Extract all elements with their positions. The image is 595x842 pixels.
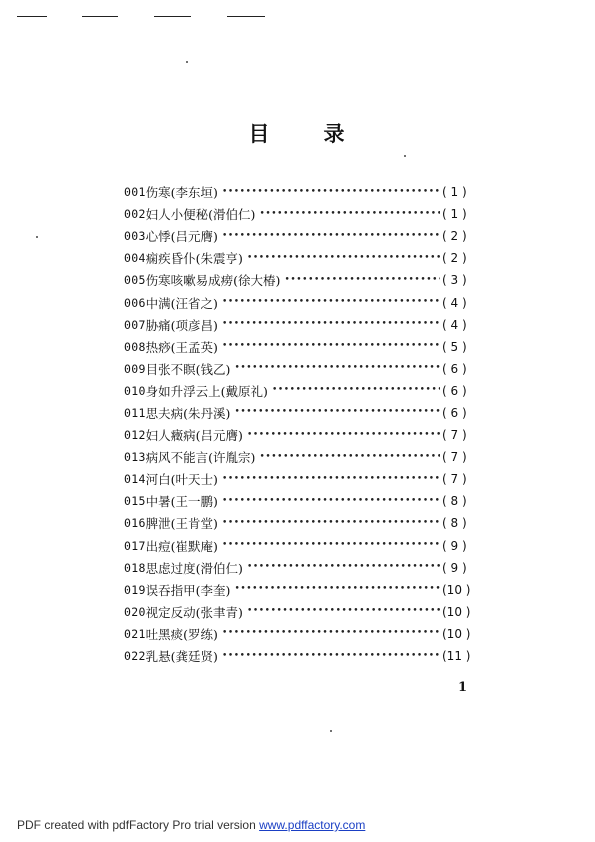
toc-entry-title: 妇人癥病(吕元膺) [145,428,243,444]
toc-entry-number: 012 [124,428,146,443]
toc-entry-number: 008 [124,339,146,354]
toc-entry-page: (10 ) [442,626,471,641]
dot-leader [222,652,440,661]
toc-entry-page: ( 9 ) [442,538,467,553]
toc-row[interactable] [124,446,482,468]
dot-leader [259,453,440,462]
toc-row[interactable] [124,269,482,291]
toc-row[interactable] [124,225,482,247]
toc-entry-page: (11 ) [442,649,471,664]
toc-entry-title: 河白(叶天士) [145,472,218,488]
toc-entry-title: 热痧(王孟英) [145,339,218,355]
toc-entry-title: 痫疾昏仆(朱震亨) [145,251,243,267]
toc-entry-page: ( 7 ) [442,450,467,465]
toc-entry-page: ( 9 ) [442,560,467,575]
toc-entry-number: 014 [124,472,146,487]
dot-leader [222,629,440,638]
top-rule-2 [82,16,118,17]
toc-entry-page: ( 5 ) [442,339,467,354]
toc-entry-number: 016 [124,516,146,531]
toc-entry-number: 005 [124,273,146,288]
scan-speck [186,61,188,63]
toc-entry-title: 出痘(崔默庵) [145,538,218,554]
toc-entry-number: 002 [124,207,146,222]
page-title [0,118,595,148]
toc-entry-title: 胁痛(项彦昌) [145,317,218,333]
toc-entry-title: 目张不瞑(钱乙) [145,361,231,377]
toc-entry-page: ( 4 ) [442,317,467,332]
toc-entry-title: 视定反动(张聿青) [145,604,243,620]
toc-entry-title: 妇人小便秘(滑伯仁) [145,207,256,223]
toc-entry-page: ( 7 ) [442,472,467,487]
dot-leader [284,276,440,285]
toc-row[interactable] [124,468,482,490]
dot-leader [247,431,440,440]
toc-entry-title: 中暑(王一鹏) [145,494,218,510]
toc-entry-page: ( 4 ) [442,295,467,310]
toc-entry-number: 017 [124,538,146,553]
toc-entry-number: 022 [124,649,146,664]
toc-entry-number: 018 [124,560,146,575]
pdf-footer [17,818,365,832]
toc-entry-title: 误吞指甲(李奎) [145,582,231,598]
toc-entry-page: ( 6 ) [442,383,467,398]
toc-entry-page: (10 ) [442,604,471,619]
table-of-contents [124,181,482,667]
toc-entry-title: 中满(汪省之) [145,295,218,311]
toc-entry-number: 010 [124,383,146,398]
scan-speck [330,730,332,732]
toc-entry-page: ( 1 ) [442,207,467,222]
page-number: 1 [458,680,468,695]
dot-leader [234,585,440,594]
dot-leader [222,497,440,506]
dot-leader [234,408,440,417]
toc-row[interactable] [124,623,482,645]
dot-leader [222,298,440,307]
toc-entry-title: 病风不能言(许胤宗) [145,450,256,466]
toc-entry-number: 015 [124,494,146,509]
toc-entry-number: 021 [124,626,146,641]
toc-entry-page: ( 8 ) [442,516,467,531]
dot-leader [247,254,440,263]
dot-leader [259,210,440,219]
toc-entry-page: ( 2 ) [442,251,467,266]
scan-speck [404,155,406,157]
dot-leader [222,342,440,351]
toc-row[interactable] [124,512,482,534]
toc-row[interactable] [124,358,482,380]
toc-entry-title: 伤寒(李东垣) [145,185,218,201]
scan-speck [36,236,38,238]
toc-entry-page: ( 1 ) [442,185,467,200]
toc-entry-title: 脾泄(王肯堂) [145,516,218,532]
dot-leader [222,541,440,550]
dot-leader [222,475,440,484]
dot-leader [222,519,440,528]
toc-row[interactable] [124,181,482,203]
dot-leader [222,188,440,197]
toc-entry-number: 007 [124,317,146,332]
toc-entry-title: 伤寒咳嗽易成痨(徐大椿) [145,273,281,289]
toc-entry-title: 思夫病(朱丹溪) [145,405,231,421]
toc-row[interactable] [124,601,482,623]
toc-row[interactable] [124,336,482,358]
top-rule-4 [227,16,265,17]
toc-entry-number: 003 [124,229,146,244]
page-title-right: 录 [323,122,347,146]
footer-link[interactable]: www.pdffactory.com [259,818,366,832]
toc-row[interactable] [124,203,482,225]
toc-entry-number: 004 [124,251,146,266]
page-title-left: 目 [248,122,272,146]
toc-entry-page: ( 8 ) [442,494,467,509]
toc-entry-page: (10 ) [442,582,471,597]
toc-entry-number: 011 [124,405,146,420]
toc-entry-page: ( 6 ) [442,405,467,420]
dot-leader [247,563,440,572]
toc-entry-title: 身如升浮云上(戴原礼) [145,383,268,399]
toc-row[interactable] [124,402,482,424]
toc-row[interactable] [124,535,482,557]
toc-row[interactable] [124,291,482,313]
toc-row[interactable] [124,645,482,667]
toc-entry-page: ( 6 ) [442,361,467,376]
toc-row[interactable] [124,424,482,446]
dot-leader [272,386,440,395]
toc-entry-number: 020 [124,604,146,619]
toc-entry-number: 009 [124,361,146,376]
toc-entry-title: 心悸(吕元膺) [145,229,218,245]
toc-entry-number: 013 [124,450,146,465]
toc-entry-number: 001 [124,185,146,200]
toc-entry-title: 乳悬(龚廷贤) [145,649,218,665]
toc-row[interactable] [124,314,482,336]
dot-leader [222,232,440,241]
toc-entry-number: 019 [124,582,146,597]
toc-entry-title: 思虑过度(滑伯仁) [145,560,243,576]
dot-leader [234,364,440,373]
dot-leader [222,320,440,329]
toc-entry-title: 吐黑痰(罗练) [145,626,218,642]
top-rule-3 [154,16,191,17]
toc-entry-page: ( 2 ) [442,229,467,244]
toc-row[interactable] [124,579,482,601]
top-rule-1 [17,16,47,17]
toc-entry-page: ( 7 ) [442,428,467,443]
toc-row[interactable] [124,380,482,402]
toc-row[interactable] [124,247,482,269]
toc-entry-page: ( 3 ) [442,273,467,288]
footer-text: PDF created with pdfFactory Pro trial version [17,818,260,832]
toc-row[interactable] [124,490,482,512]
toc-row[interactable] [124,557,482,579]
dot-leader [247,607,440,616]
toc-entry-number: 006 [124,295,146,310]
